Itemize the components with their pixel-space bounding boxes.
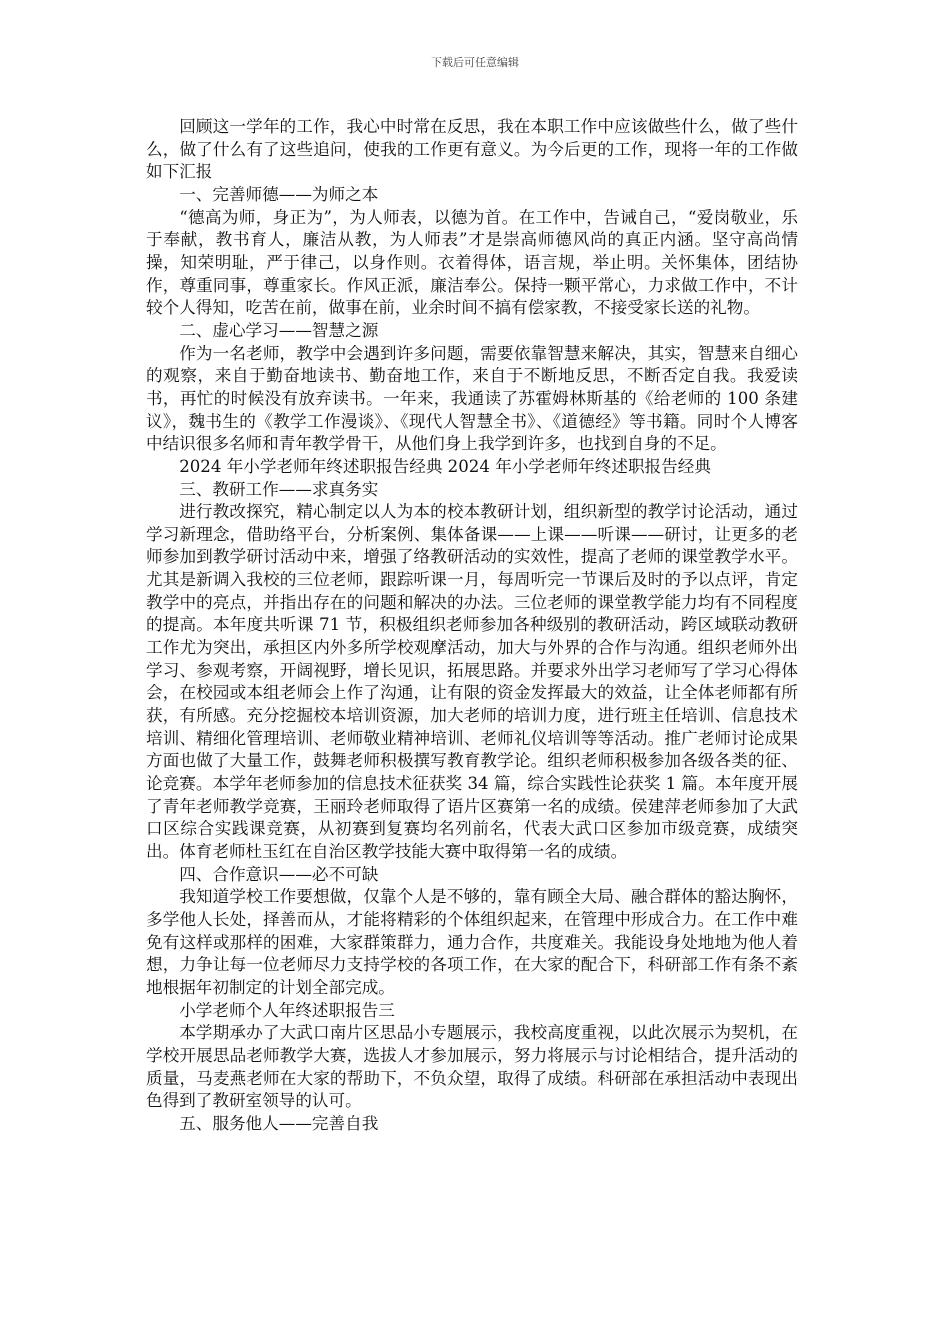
page-header: 下载后可任意编辑 <box>431 56 519 69</box>
paragraph-research: 进行教改探究，精心制定以人为本的校本教研计划，组织新型的教学讨论活动，通过学习新理念，借助络平台，分析案例、集体备课——上课——听课——研讨，让更多的老师参加到教学研讨活动中来，增强了络教研活动的实效性，提高了老师的课堂教学水平。尤其是新调入我校的三位老师，跟踪听课一月，每周听完一节课后及时的予以点评，肯定教学中的亮点，并指出存在的问题和解决的办法。三位老师的课堂教学能力均有不同程度的提高。本年度共听课 71 节，积极组织老师参加各种级别的教研活动，跨区域联动教研工作尤为突出，承担区内外多所学校观摩活动，加大与外界的合作与沟通。组织老师外出学习、参观考察，开阔视野，增长见识，拓展思路。并要求外出学习老师写了学习心得体会，在校园或本组老师会上作了沟通，让有限的资金发挥最大的效益，让全体老师都有所获，有所感。充分挖掘校本培训资源，加大老师的培训力度，进行班主任培训、信息技术培训、精细化管理培训、老师敬业精神培训、老师礼仪培训等等活动。推广老师讨论成果方面也做了大量工作，鼓舞老师积极撰写教育教学论。组织老师积极参加各级各类的征、论竞赛。本学年老师参加的信息技术征获奖 34 篇，综合实践性论获奖 1 篇。本年度开展了青年老师教学竞赛，王丽玲老师取得了语片区赛第一名的成绩。侯建萍老师参加了大武口区综合实践课竞赛，从初赛到复赛均名列前名，代表大武口区参加市级竞赛，成绩突出。体育老师杜玉红在自治区教学技能大赛中取得第一名的成绩。 <box>146 502 798 861</box>
paragraph-learning: 作为一名老师，教学中会遇到许多问题，需要依靠智慧来解决，其实，智慧来自细心的观察，来自于勤奋地读书、勤奋地工作，来自于不断地反思，不断否定自我。我爱读书，再忙的时候没有放弃读书。一年来，我通读了苏霍姆林斯基的《给老师的 100 条建议》，魏书生的《教学工作漫谈》、《现代人智慧全书》、《道德经》等书籍。同时个人博客中结识很多名师和青年教学骨干，从他们身上我学到许多，也找到自身的不足。 <box>146 343 798 454</box>
section-heading-1: 一、完善师德——为师之本 <box>179 184 379 204</box>
document-body <box>146 116 798 1136</box>
paragraph-ethics: “德高为师，身正为”，为人师表，以德为首。在工作中，告诫自己，“爱岗敬业，乐于奉献，教书育人，廉洁从教，为人师表”才是崇高师德风尚的真正内涵。坚守高尚情操，知荣明耻，严于律己，以身作则。衣着得体，语言规，举止明。关怀集体，团结协作，尊重同事，尊重家长。作风正派，廉洁奉公。保持一颗平常心，力求做工作中，不计较个人得知，吃苦在前，做事在前，业余时间不搞有偿家教，不接受家长送的礼物。 <box>146 207 798 318</box>
section-heading-5: 五、服务他人——完善自我 <box>179 1113 379 1133</box>
paragraph-cooperation: 我知道学校工作要想做，仅靠个人是不够的，靠有顾全大局、融合群体的豁达胸怀，多学他人长处，择善而从，才能将精彩的个体组织起来，在管理中形成合力。在工作中难免有这样或那样的困难，大家群策群力，通力合作，共度难关。我能设身处地地为他人着想，力争让每一位老师尽力支持学校的各项工作，在大家的配合下，科研部工作有条不紊地根据年初制定的计划全部完成。 <box>146 887 798 997</box>
section-heading-2: 二、虚心学习——智慧之源 <box>179 320 379 340</box>
section-heading-3: 三、教研工作——求真务实 <box>179 479 379 499</box>
report-subtitle: 小学老师个人年终述职报告三 <box>179 1000 395 1020</box>
section-heading-4: 四、合作意识——必不可缺 <box>179 864 379 884</box>
paragraph-intro: 回顾这一学年的工作，我心中时常在反思，我在本职工作中应该做些什么，做了些什么，做了什么有了这些追问，使我的工作更有意义。为今后更的工作，现将一年的工作做如下汇报 <box>146 117 798 182</box>
paragraph-title-repeat: 2024 年小学老师年终述职报告经典 2024 年小学老师年终述职报告经典 <box>179 456 711 476</box>
paragraph-showcase: 本学期承办了大武口南片区思品小专题展示，我校高度重视，以此次展示为契机，在学校开展思品老师教学大赛，选拔人才参加展示，努力将展示与讨论相结合，提升活动的质量，马麦燕老师在大家的帮助下，不负众望，取得了成绩。科研部在承担活动中表现出色得到了教研室领导的认可。 <box>146 1023 798 1111</box>
